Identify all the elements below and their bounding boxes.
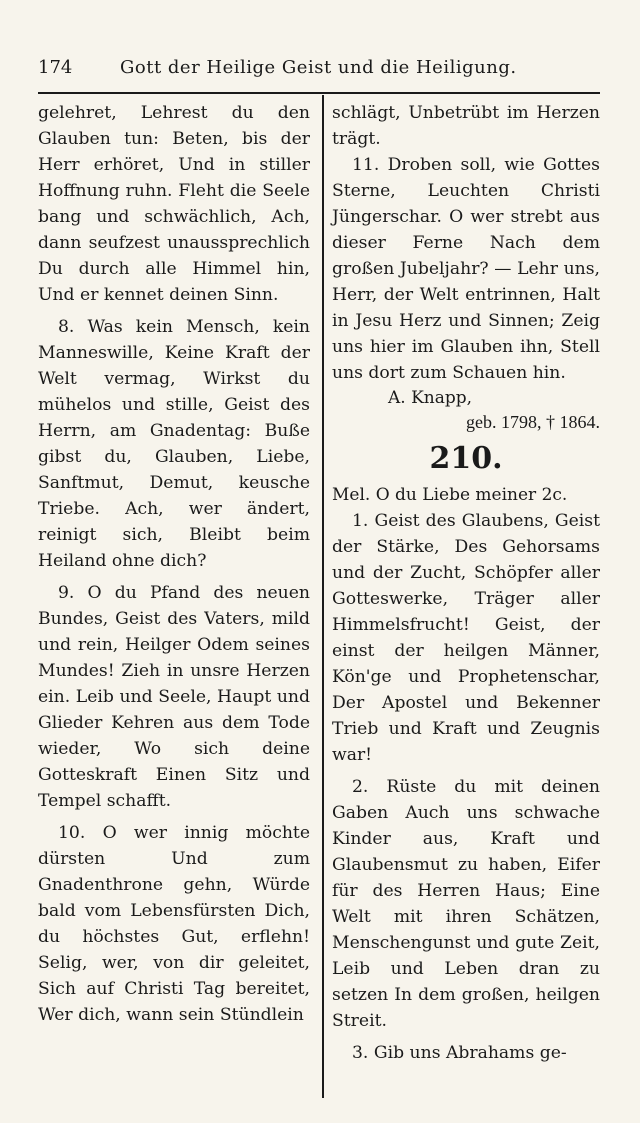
verse-continuation: gelehret, Lehrest du den Glauben tun: Beten, bis der Herr erhöret, Und in stiller Hoffnung ruhn. Fleht die Seele bang und schwächlich, Ach, dann seufzest unaussprechlich Du durch alle Himmel hin, Und er kennet deinen Sinn. (38, 103, 310, 305)
melody-reference: Mel. O du Liebe meiner 2c. (332, 485, 568, 505)
column-divider (322, 95, 324, 1098)
left-column (38, 100, 310, 1028)
page-header (38, 55, 600, 85)
verse-11: 11. Droben soll, wie Gottes Sterne, Leuchten Christi Jüngerschar. O wer strebt aus dieser Ferne Nach dem großen Jubeljahr? — Lehr uns, Herr, der Welt entrinnen, Halt in Jesu Herz und Sinnen; Zeig uns hier im Glauben ihn, Stell uns dort zum Schauen hin. (332, 155, 600, 383)
verse-10: 10. O wer innig möchte dürsten Und zum Gnadenthrone gehn, Würde bald vom Lebensfürsten Dich, du höchstes Gut, erflehn! Selig, wer, von dir geleitet, Sich auf Christi Tag bereitet, Wer dich, wann sein Stündlein (38, 823, 310, 1025)
verse-1: 1. Geist des Glaubens, Geist der Stärke, Des Gehorsams und der Zucht, Schöpfer aller Gotteswerke, Träger aller Himmelsfrucht! Geist, der einst der heilgen Männer, Kön'ge und Prophetenschar, Der Apostel und Bekenner Trieb und Kraft und Zeugnis war! (332, 511, 600, 765)
verse-continuation-right: schlägt, Unbetrübt im Herzen trägt. (332, 103, 600, 149)
hymn-number: 210. (429, 441, 503, 476)
author-dates: geb. 1798, † 1864. (466, 412, 600, 432)
right-column (332, 100, 600, 1066)
verse-2: 2. Rüste du mit deinen Gaben Auch uns schwache Kinder aus, Kraft und Glaubensmut zu haben, Eifer für des Herren Haus; Eine Welt mit ihren Schätzen, Menschengunst und gute Zeit, Leib und Leben dran zu setzen In dem großen, heilgen Streit. (332, 777, 600, 1031)
header-rule (38, 92, 600, 94)
verse-3-start: 3. Gib uns Abrahams ge- (352, 1043, 567, 1063)
verse-8: 8. Was kein Mensch, kein Manneswille, Keine Kraft der Welt vermag, Wirkst du mühelos und stille, Geist des Herrn, am Gnadentag: Buße gibst du, Glauben, Liebe, Sanftmut, Demut, keusche Triebe. Ach, wer ändert, reinigt sich, Bleibt beim Heiland ohne dich? (38, 317, 310, 571)
running-title: Gott der Heilige Geist und die Heiligung. (120, 57, 517, 78)
page-number: 174 (38, 57, 73, 78)
author-name: A. Knapp, (388, 388, 473, 408)
verse-9: 9. O du Pfand des neuen Bundes, Geist des Vaters, mild und rein, Heilger Odem seines Mundes! Zieh in unsre Herzen ein. Leib und Seele, Haupt und Glieder Kehren aus dem Tode wieder, Wo sich deine Gotteskraft Einen Sitz und Tempel schafft. (38, 583, 310, 811)
